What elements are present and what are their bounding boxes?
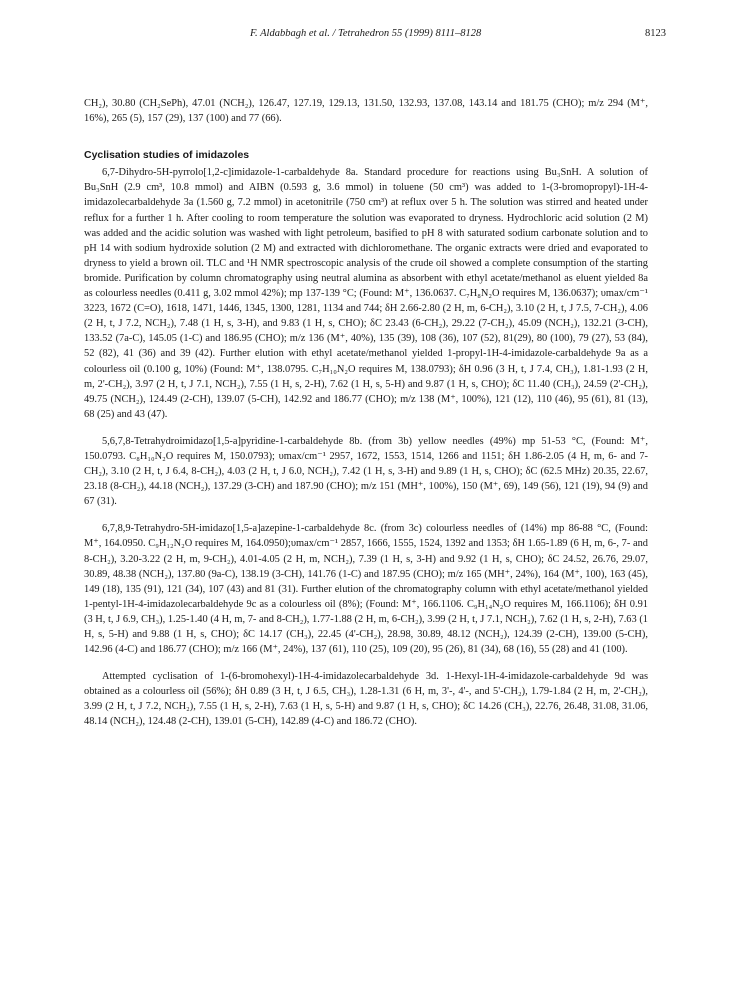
running-header: F. Aldabbagh et al. / Tetrahedron 55 (1999) 8111–8128 xyxy=(250,28,482,39)
paragraph-8c: 6,7,8,9-Tetrahydro-5H-imidazo[1,5-a]azepine-1-carbaldehyde 8c. (from 3c) colourless needles of (14%) mp 86-88 °C, (Found: M⁺, 164.0950. C₉H₁₂N₂O requires M, 164.0950);υmax/cm⁻¹ 2857, 1666, 1555, 1524, 1392 and 1353; δH 1.65-1.89 (6 H, m, 6-, 7- and 8-CH₂), 3.20-3.22 (2 H, m, 9-CH₂), 4.01-4.05 (2 H, m, NCH₂), 7.39 (1 H, s, 3-H) and 9.92 (1 H, s, CHO); δC 24.52, 26.76, 29.07, 30.89, 48.38 (NCH₂), 137.80 (9a-C), 138.19 (3-CH), 141.76 (1-C) and 187.95 (CHO); m/z 165 (MH⁺, 24%), 164 (M⁺, 100), 163 (45), 149 (18), 135 (91), 121 (34), 107 (43) and 81 (31). Further elution of the chromatography column with ethyl acetate/methanol yielded 1-pentyl-1H-4-imidazolecarbaldehyde 9c as a colourless oil (8%); (Found: M⁺, 166.1106. C₉H₁₄N₂O requires M, 166.1106); δH 0.91 (3 H, t, J 6.9, CH₃), 1.25-1.40 (4 H, m, 7- and 8-CH₂), 1.77-1.88 (2 H, m, 6-CH₂), 3.99 (2 H, t, J 7.1, NCH₂), 7.62 (1 H, s, 2-H), 7.63 (1 H, s, 5-H) and 9.88 (1 H, s, CHO); δC 14.17 (CH₃), 22.45 (4'-CH₂), 28.98, 30.89, 48.12 (NCH₂), 124.39 (2-CH), 139.00 (5-CH), 142.96 (4-C) and 186.77 (CHO); m/z 166 (M⁺, 24%), 137 (61), 110 (25), 109 (20), 95 (26), 81 (34), 68 (16), 55 (28) and 41 (100). xyxy=(84,523,648,656)
page-number: 8123 xyxy=(645,28,666,39)
paragraph-8a: 6,7-Dihydro-5H-pyrrolo[1,2-c]imidazole-1-carbaldehyde 8a. Standard procedure for reactions using Bu₃SnH. A solution of Bu₃SnH (2.9 cm³, 10.8 mmol) and AIBN (0.593 g, 3.6 mmol) in toluene (50 cm³) was added to 1-(3-bromopropyl)-1H-4-imidazolecarbaldehyde 3a (1.560 g, 7.2 mmol) in acetonitrile (750 cm³) at reflux over 5 h. The solution was stirred and heated under reflux for a further 1 h. After cooling to room temperature the solution was evaporated to dryness. Hydrochloric acid solution (2 M) was added and the acidic solution was washed with light petroleum, basified to pH 8 with saturated sodium carbonate solution and to pH 14 with sodium hydroxide solution (2 M) and extracted with dichloromethane. The organic extracts were dried and evaporated to dryness to yield a brown oil. TLC and ¹H NMR spectroscopic analysis of the crude oil showed a complete consumption of the starting bromide. Purification by column chromatography using neutral alumina as absorbent with ethyl acetate/methanol as eluent yielded 8a as colourless needles (0.411 g, 3.02 mmol 42%); mp 137-139 °C; (Found: M⁺, 136.0637. C₇H₈N₂O requires M, 136.0637); υmax/cm⁻¹ 3223, 1672 (C=O), 1618, 1471, 1446, 1345, 1300, 1281, 1134 and 744; δH 2.66-2.80 (2 H, m, 6-CH₂), 3.10 (2 H, t, J 7.5, 7-CH₂), 4.06 (2 H, t, J 7.2, NCH₂), 7.48 (1 H, s, 3-H), and 9.83 (1 H, s, CHO); δC 23.43 (6-CH₂), 29.22 (7-CH₂), 45.09 (NCH₂), 132.21 (3-CH), 133.52 (7a-C), 145.05 (1-C) and 186.95 (CHO); m/z 136 (M⁺, 40%), 135 (39), 108 (36), 107 (52), 81(29), 80 (100), 79 (27), 53 (84), 52 (82), 41 (36) and 39 (42). Further elution with ethyl acetate/methanol yielded 1-propyl-1H-4-imidazole-carbaldehyde 9a as a colourless oil (0.100 g, 10%) (Found: M⁺, 138.0795. C₇H₁₀N₂O requires M, 138.0793); δH 0.96 (3 H, t, J 7.4, CH₃), 1.81-1.93 (2 H, m, 2'-CH₂), 3.97 (2 H, t, J 7.1, NCH₂), 7.55 (1 H, s, 2-H), 7.62 (1 H, s, 5-H) and 9.87 (1 H, s, CHO); δC 11.40 (CH₃), 24.59 (2'-CH₂), 49.75 (NCH₂), 124.49 (2-CH), 139.07 (5-CH), 142.92 and 186.77 (CHO); m/z 138 (M⁺, 100%), 121 (12), 110 (46), 95 (61), 81 (13), 68 (25) and 43 (47). xyxy=(84,167,648,420)
body-text xyxy=(84,96,648,730)
continued-paragraph: CH₂), 30.80 (CH₂SePh), 47.01 (NCH₂), 126.47, 127.19, 129.13, 131.50, 132.93, 137.08, 143.14 and 181.75 (CHO); m/z 294 (M⁺, 16%), 265 (5), 157 (29), 137 (100) and 77 (66). xyxy=(84,98,648,125)
paragraph-3d: Attempted cyclisation of 1-(6-bromohexyl)-1H-4-imidazolecarbaldehyde 3d. 1-Hexyl-1H-4-imidazole-carbaldehyde 9d was obtained as a colourless oil (56%); δH 0.89 (3 H, t, J 6.5, CH₃), 1.28-1.31 (6 H, m, 3'-, 4'-, and 5'-CH₂), 1.79-1.84 (2 H, m, 2'-CH₂), 3.99 (2 H, t, J 7.2, NCH₂), 7.55 (1 H, s, 2-H), 7.63 (1 H, s, 5-H) and 9.87 (1 H, s, CHO); δC 14.26 (CH₃), 22.76, 26.48, 31.08, 31.06, 48.14 (NCH₂), 124.48 (2-CH), 139.01 (5-CH), 142.89 (4-C) and 186.72 (CHO). xyxy=(84,671,648,728)
paragraph-8b: 5,6,7,8-Tetrahydroimidazo[1,5-a]pyridine-1-carbaldehyde 8b. (from 3b) yellow needles (49%) mp 51-53 °C, (Found: M⁺, 150.0793. C₈H₁₀N₂O requires M, 150.0793); υmax/cm⁻¹ 2957, 1672, 1553, 1514, 1266 and 1151; δH 1.86-2.05 (4 H, m, 6- and 7-CH₂), 3.10 (2 H, t, J 6.4, 8-CH₂), 4.03 (2 H, t, J 6.0, NCH₂), 7.42 (1 H, s, 3-H) and 9.89 (1 H, s, CHO); δC (62.5 MHz) 20.35, 22.67, 23.18 (8-CH₂), 44.18 (NCH₂), 137.29 (3-CH) and 187.90 (CHO); m/z 151 (MH⁺, 100%), 150 (M⁺, 69), 149 (56), 121 (19), 94 (9) and 67 (31). xyxy=(84,435,648,508)
section-heading: Cyclisation studies of imidazoles xyxy=(84,149,250,162)
